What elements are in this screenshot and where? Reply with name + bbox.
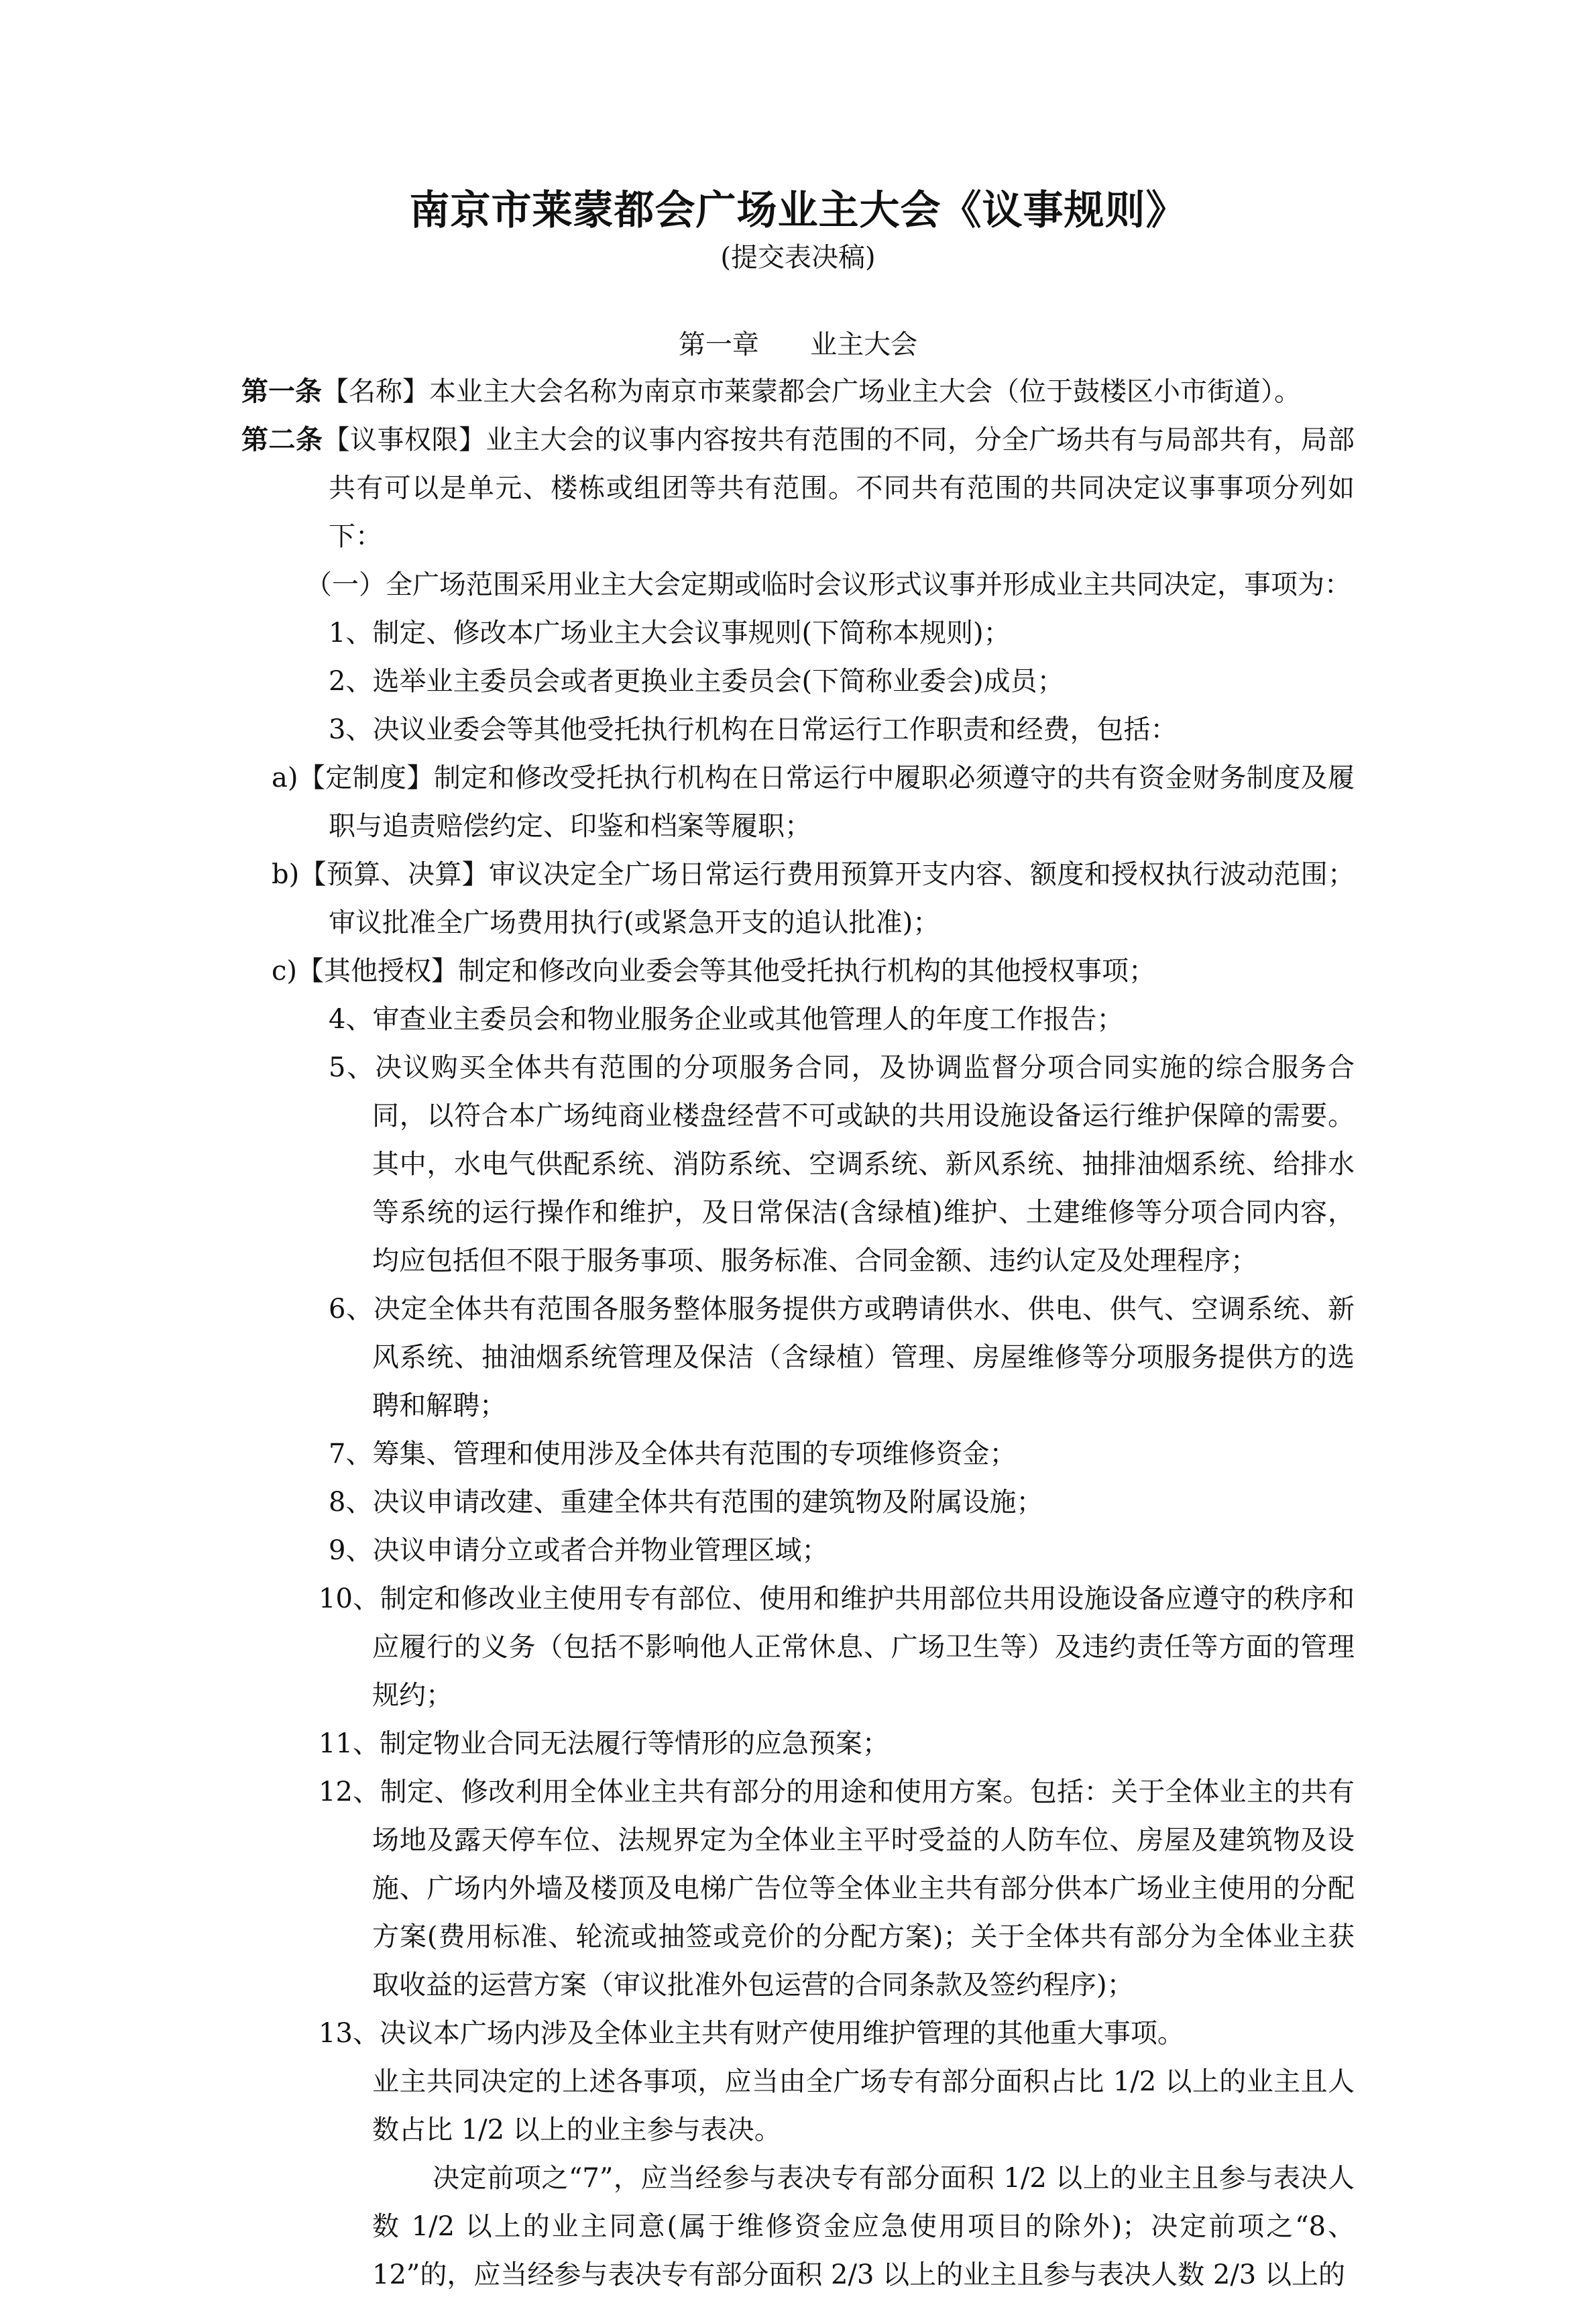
note-paragraph-2: 决定前项之“7”，应当经参与表决专有部分面积 1/2 以上的业主且参与表决人数 1/2 以上的业主同意(属于维修资金应急使用项目的除外)；决定前项之“8、12”的，应当经参与表决专有部分面积 2/3 以上的业主且参与表决人数 2/3 以上的	[372, 2163, 1355, 2290]
document-subtitle: (提交表决稿)	[720, 242, 876, 273]
list-item-9: 9、决议申请分立或者合并物业管理区域；	[329, 1535, 829, 1566]
list-item-2: 2、选举业主委员会或者更换业主委员会(下简称业委会)成员；	[329, 666, 1064, 697]
section-heading: （一）全广场范围采用业主大会定期或临时会议形式议事并形成业主共同决定，事项为：	[305, 569, 1351, 600]
list-item-5: 5、决议购买全体共有范围的分项服务合同，及协调监督分项合同实施的综合服务合同，以符合本广场纯商业楼盘经营不可或缺的共用设施设备运行维护保障的需要。其中，水电气供配系统、消防系统、空调系统、新风系统、抽排油烟系统、给排水等系统的运行操作和维护，及日常保洁(含绿植)维护、土建维修等分项合同内容，均应包括但不限于服务事项、服务标准、合同金额、违约认定及处理程序；	[329, 1052, 1355, 1276]
list-item-6: 6、决定全体共有范围各服务整体服务提供方或聘请供水、供电、供气、空调系统、新风系统、抽油烟系统管理及保洁（含绿植）管理、房屋维修等分项服务提供方的选聘和解聘；	[329, 1294, 1355, 1421]
list-item-7: 7、筹集、管理和使用涉及全体共有范围的专项维修资金；	[329, 1439, 1017, 1469]
list-item-4: 4、审查业主委员会和物业服务企业或其他管理人的年度工作报告；	[329, 1004, 1124, 1035]
list-item-11: 11、制定物业合同无法履行等情形的应急预案；	[319, 1728, 889, 1759]
list-item-3: 3、决议业委会等其他受托执行机构在日常运行工作职责和经费，包括：	[329, 714, 1178, 745]
article-2	[241, 416, 1355, 561]
article-1-text: 【名称】本业主大会名称为南京市莱蒙都会广场业主大会（位于鼓楼区小市街道）。	[322, 376, 1301, 407]
chapter-heading: 第一章 业主大会	[678, 329, 918, 360]
list-item-12: 12、制定、修改利用全体业主共有部分的用途和使用方案。包括：关于全体业主的共有场地及露天停车位、法规界定为全体业主平时受益的人防车位、房屋及建筑物及设施、广场内外墙及楼顶及电梯广告位等全体业主共有部分供本广场业主使用的分配方案(费用标准、轮流或抽签或竞价的分配方案)；关于全体共有部分为全体业主获取收益的运营方案（审议批准外包运营的合同条款及签约程序)；	[319, 1777, 1355, 2001]
article-2-text: 【议事权限】业主大会的议事内容按共有范围的不同，分全广场共有与局部共有，局部共有可以是单元、楼栋或组团等共有范围。不同共有范围的共同决定议事事项分列如下：	[323, 425, 1355, 552]
list-item-13: 13、决议本广场内涉及全体业主共有财产使用维护管理的其他重大事项。	[319, 2018, 1184, 2049]
list-subitem-b: b)【预算、决算】审议决定全广场日常运行费用预算开支内容、额度和授权执行波动范围；审议批准全广场费用执行(或紧急开支的追认批准)；	[272, 859, 1355, 938]
list-subitem-c: c)【其他授权】制定和修改向业委会等其他受托执行机构的其他授权事项；	[272, 956, 1156, 987]
document-body	[241, 368, 1355, 2299]
list-item-8: 8、决议申请改建、重建全体共有范围的建筑物及附属设施；	[329, 1487, 1043, 1518]
article-2-head: 第二条	[241, 424, 323, 455]
list-item-10: 10、制定和修改业主使用专有部位、使用和维护共用部位共用设施设备应遵守的秩序和应履行的义务（包括不影响他人正常休息、广场卫生等）及违约责任等方面的管理规约；	[319, 1583, 1355, 1711]
document-title: 南京市莱蒙都会广场业主大会《议事规则》	[409, 187, 1187, 234]
list-item-1: 1、制定、修改本广场业主大会议事规则(下简称本规则)；	[329, 618, 1011, 649]
article-1-head: 第一条	[241, 376, 322, 407]
note-paragraph-1: 业主共同决定的上述各事项，应当由全广场专有部分面积占比 1/2 以上的业主且人数占比 1/2 以上的业主参与表决。	[372, 2066, 1355, 2145]
list-subitem-a: a)【定制度】制定和修改受托执行机构在日常运行中履职必须遵守的共有资金财务制度及履职与追责赔偿约定、印鉴和档案等履职；	[272, 763, 1355, 842]
article-1	[241, 368, 1355, 416]
